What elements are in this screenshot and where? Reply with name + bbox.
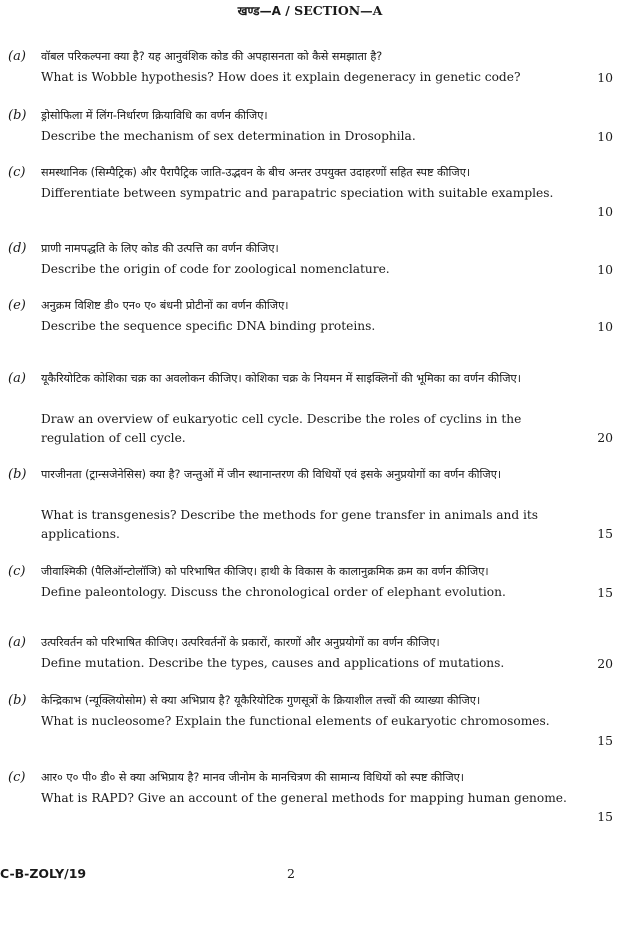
question-text-english: Differentiate between sympatric and parapatric speciation with suitable examples. xyxy=(41,186,554,200)
question-text-hindi: पारजीनता (ट्रान्सजेनेसिस) क्या है? जन्तुओं में जीन स्थानान्तरण की विधियों एवं इसके अनुप्रयोगों का वर्णन कीजिए। xyxy=(41,468,502,481)
question-text-english: What is Wobble hypothesis? How does it explain degeneracy in genetic code? xyxy=(41,70,521,84)
question-marks: 15 xyxy=(597,733,613,748)
question-label: (a) xyxy=(8,371,26,386)
question-text-hindi: आर० ए० पी० डी० से क्या अभिप्राय है? मानव जीनोम के मानचित्रण की सामान्य विधियों को स्पष्ट कीजिए। xyxy=(41,771,465,784)
question-marks: 15 xyxy=(597,809,613,824)
question-label: (d) xyxy=(8,241,27,256)
question-text-hindi: अनुक्रम विशिष्ट डी० एन० ए० बंधनी प्रोटीनों का वर्णन कीजिए। xyxy=(41,299,289,312)
question-marks: 10 xyxy=(597,204,613,219)
question-marks: 10 xyxy=(597,129,613,144)
question-text-english: Describe the origin of code for zoological nomenclature. xyxy=(41,262,390,276)
question-text-english: What is transgenesis? Describe the methods for gene transfer in animals and its applications. xyxy=(41,508,539,541)
question-text-english: Describe the sequence specific DNA binding proteins. xyxy=(41,319,376,333)
question-text-hindi: प्राणी नामपद्धति के लिए कोड की उत्पत्ति का वर्णन कीजिए। xyxy=(41,242,279,255)
question-label: (b) xyxy=(8,467,27,482)
question-marks: 10 xyxy=(597,319,613,334)
question-text-english: Define mutation. Describe the types, causes and applications of mutations. xyxy=(41,656,505,670)
question-marks: 10 xyxy=(597,70,613,85)
question-label: (c) xyxy=(8,165,26,180)
question-label: (c) xyxy=(8,564,26,579)
question-label: (a) xyxy=(8,49,26,64)
section-heading-separator: / xyxy=(280,3,295,18)
question-text-english: Define paleontology. Discuss the chronological order of elephant evolution. xyxy=(41,585,506,599)
question-text-english: Draw an overview of eukaryotic cell cycle. Describe the roles of cyclins in the regulation of cell cycle. xyxy=(41,412,522,445)
page-number: 2 xyxy=(287,866,295,881)
question-text-hindi: यूकैरियोटिक कोशिका चक्र का अवलोकन कीजिए। कोशिका चक्र के नियमन में साइक्लिनों की भूमिका का वर्णन कीजिए। xyxy=(41,372,521,385)
section-heading-english: SECTION—A xyxy=(294,3,383,18)
question-text-hindi: समस्थानिक (सिम्पैट्रिक) और पैरापैट्रिक जाति-उद्भवन के बीच अन्तर उपयुक्त उदाहरणों सहित स्पष्ट कीजिए। xyxy=(41,166,471,179)
section-heading xyxy=(0,2,620,19)
question-marks: 15 xyxy=(597,526,613,541)
question-text-english: What is nucleosome? Explain the functional elements of eukaryotic chromosomes. xyxy=(41,714,550,728)
question-text-english: What is RAPD? Give an account of the general methods for mapping human genome. xyxy=(41,791,567,805)
question-label: (a) xyxy=(8,635,26,650)
question-text-hindi: वॉबल परिकल्पना क्या है? यह आनुवंशिक कोड की अपहासनता को कैसे समझाता है? xyxy=(41,50,383,63)
question-marks: 10 xyxy=(597,262,613,277)
question-text-hindi: जीवाश्मिकी (पैलिऑन्टोलॉजि) को परिभाषित कीजिए। हाथी के विकास के कालानुक्रमिक क्रम का वर्णन कीजिए। xyxy=(41,565,489,578)
question-label: (b) xyxy=(8,108,27,123)
question-marks: 15 xyxy=(597,585,613,600)
question-label: (e) xyxy=(8,298,26,313)
question-text-hindi: केन्द्रिकाभ (न्यूक्लियोसोम) से क्या अभिप्राय है? यूकैरियोटिक गुणसूत्रों के क्रियाशील तत्त्वों की व्याख्या कीजिए। xyxy=(41,694,481,707)
question-text-english: Describe the mechanism of sex determination in Drosophila. xyxy=(41,129,416,143)
question-text-hindi: ड्रोसोफिला में लिंग-निर्धारण क्रियाविधि का वर्णन कीजिए। xyxy=(41,109,268,122)
question-label: (c) xyxy=(8,770,26,785)
question-label: (b) xyxy=(8,693,27,708)
question-text-hindi: उत्परिवर्तन को परिभाषित कीजिए। उत्परिवर्तनों के प्रकारों, कारणों और अनुप्रयोगों का वर्णन कीजिए। xyxy=(41,636,440,649)
question-marks: 20 xyxy=(597,656,613,671)
paper-code: C-B-ZOLY/19 xyxy=(0,866,87,881)
question-marks: 20 xyxy=(597,430,613,445)
section-heading-hindi: खण्ड—A xyxy=(237,4,281,18)
